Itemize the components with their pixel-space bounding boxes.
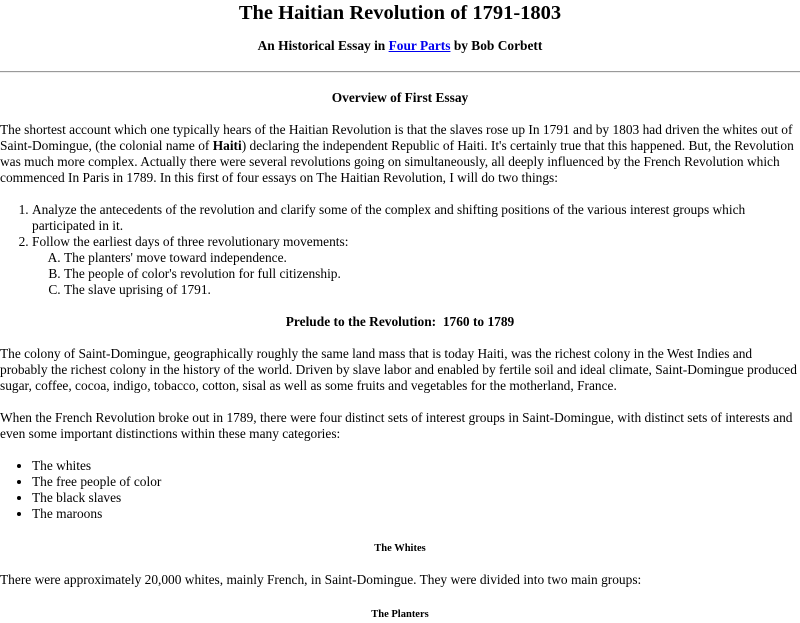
movement-item: C. The slave uprising of 1791. (64, 282, 800, 298)
interest-groups-list (0, 458, 800, 522)
goal-item: 1. Analyze the antecedents of the revolution and clarify some of the complex and shifting positions of the various interest groups which participated in it. (32, 202, 800, 234)
prelude-heading: Prelude to the Revolution: 1760 to 1789 (285, 314, 515, 329)
goal-item (32, 234, 800, 298)
divider (0, 71, 800, 73)
planters-heading: The Planters (371, 609, 429, 620)
page-title: The Haitian Revolution of 1791-1803 (238, 2, 562, 24)
intro-paragraph (0, 122, 800, 186)
subtitle-suffix: by Bob Corbett (450, 38, 543, 53)
group-item: • The black slaves (32, 490, 800, 506)
movement-item: A. The planters' move toward independence. (64, 250, 800, 266)
group-item: • The whites (32, 458, 800, 474)
overview-heading: Overview of First Essay (331, 90, 469, 105)
intro-text-1: The shortest account which one typically hears of the Haitian Revolution is that the slaves rose up In 1791 and by 1803 had driven the whites out of Saint-Domingue, (the colonial name of (0, 122, 793, 153)
subtitle (0, 38, 800, 54)
whites-paragraph: There were approximately 20,000 whites, mainly French, in Saint-Domingue. They were divided into two main groups: (0, 572, 642, 587)
goals-list (0, 202, 800, 298)
four-parts-link[interactable]: Four Parts (388, 38, 451, 53)
prelude-paragraph-1: The colony of Saint-Domingue, geographically roughly the same land mass that is today Haiti, was the richest colony in the West Indies and probably the richest colony in the history of the world. Driven by slave labor and enabled by fertile soil and ideal climate, Saint-Domingue produced sugar, coffee, cocoa, indigo, tobacco, cotton, sisal as well as some fruits and vegetables for the motherland, France. (0, 346, 797, 393)
goal-item-label: Follow the earliest days of three revolutionary movements: (32, 234, 349, 249)
group-item: • The free people of color (32, 474, 800, 490)
movement-item: B. The people of color's revolution for full citizenship. (64, 266, 800, 282)
subtitle-prefix: An Historical Essay in (257, 38, 389, 53)
whites-heading: The Whites (374, 543, 426, 554)
group-item: • The maroons (32, 506, 800, 522)
movements-list (32, 250, 800, 298)
intro-text-2: ) declaring the independent Republic of Haiti. It's certainly true that this happened. But, the Revolution was much more complex. Actually there were several revolutions going on simultaneously, all deeply influenced by the French Revolution which commenced In Paris in 1789. In this first of four essays on The Haitian Revolution, I will do two things: (0, 138, 794, 185)
prelude-paragraph-2: When the French Revolution broke out in 1789, there were four distinct sets of interest groups in Saint-Domingue, with distinct sets of interests and even some important distinctions within these many categories: (0, 410, 793, 441)
intro-bold-haiti: Haiti (212, 138, 242, 153)
